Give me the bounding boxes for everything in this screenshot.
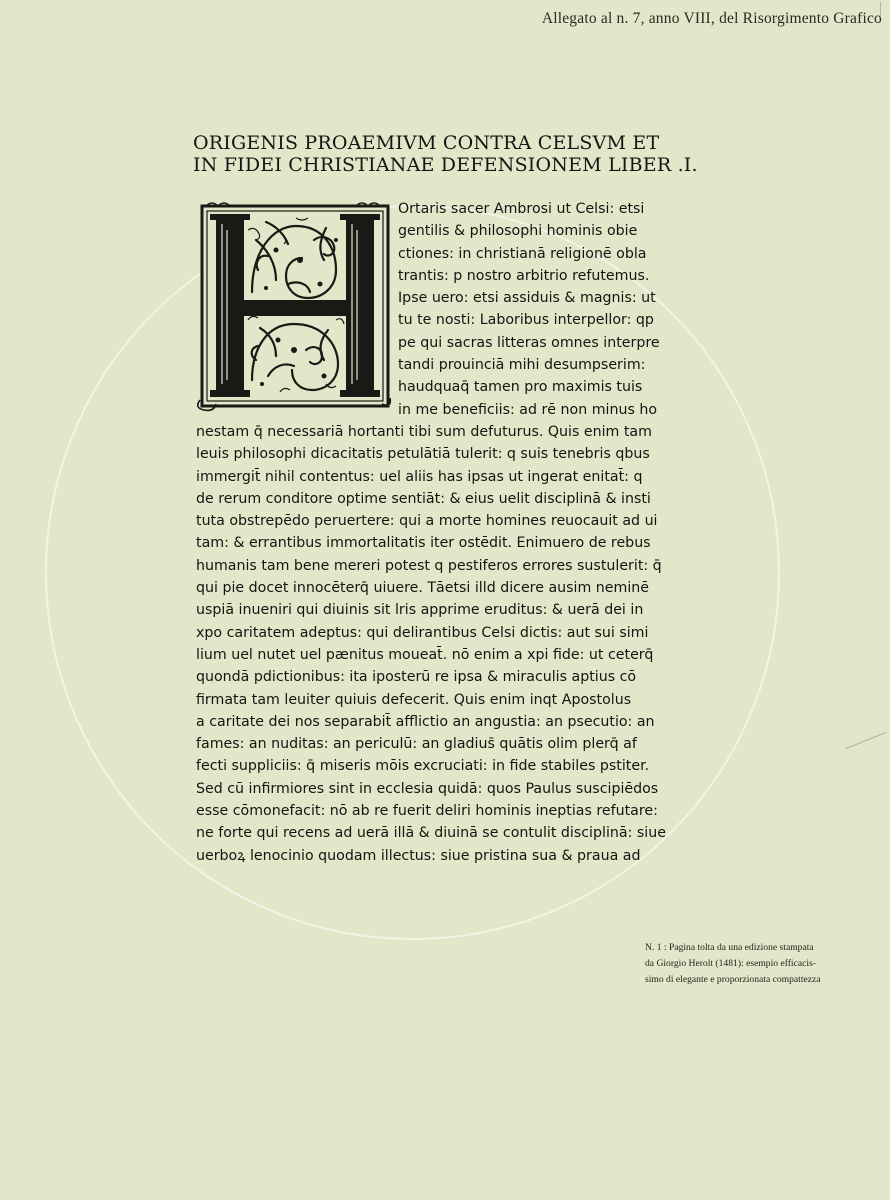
text-line: humanis tam bene mereri potest q pestiferos errores sustulerit: q̄	[196, 557, 662, 574]
text-line: haudquaq̄ tamen pro maximis tuis	[398, 379, 643, 396]
text-line: Sed cū infirmiores sint in ecclesia quidā: quos Paulus suscipiēdos	[196, 780, 659, 797]
text-line: immergit̄ nihil contentus: uel aliis has ipsas ut ingerat enitat̄: q	[196, 468, 643, 485]
text-line: uerboꝝ lenocinio quodam illectus: siue pristina sua & praua ad	[196, 847, 641, 864]
text-line: uspiā inueniri qui diuinis sit lris apprime eruditus: & uerā dei in	[196, 602, 644, 619]
text-line: ctiones: in christianā religionē obla	[398, 245, 647, 262]
caption-line: simo di elegante e proporzionata compattezza	[645, 974, 821, 985]
text-line: tu te nosti: Laboribus interpellor: qp	[398, 312, 654, 329]
text-line: a caritate dei nos separabit̄ afflictio an angustia: an psecutio: an	[196, 713, 655, 730]
title-line: IN FIDEI CHRISTIANAE DEFENSIONEM LIBER .I.	[193, 154, 698, 176]
text-line: esse cōmonefacit: nō ab re fuerit deliri hominis ineptias refutare:	[196, 803, 658, 820]
caption-line: da Giorgio Herolt (1481): esempio efficacis-	[645, 958, 816, 969]
text-line: tam: & errantibus immortalitatis iter ostēdit. Enimuero de rebus	[196, 535, 651, 552]
text-line: firmata tam leuiter quiuis defecerit. Quis enim inqt Apostolus	[196, 691, 632, 708]
text-line: in me beneficiis: ad rē non minus ho	[398, 401, 658, 418]
text-line: qui pie docet innocēterq̄ uiuere. Tāetsi illd dicere ausim neminē	[196, 580, 649, 597]
text-line: pe qui sacras litteras omnes interpre	[398, 334, 660, 351]
caption-line: N. 1 : Pagina tolta da una edizione stampata	[645, 942, 814, 953]
text-line: de rerum conditore optime sentiāt: & eius uelit disciplinā & insti	[196, 490, 651, 507]
text-line: trantis: p nostro arbitrio refutemus.	[398, 267, 650, 284]
text-line: tuta obstrepēdo peruertere: qui a morte homines reuocauit ad ui	[196, 513, 658, 530]
text-line: leuis philosophi dicacitatis petulātiā tulerit: q suis tenebris qbus	[196, 446, 650, 463]
body-text	[196, 198, 686, 867]
text-line: Ipse uero: etsi assiduis & magnis: ut	[398, 290, 656, 307]
title-line: ORIGENIS PROAEMIVM CONTRA CELSVM ET	[193, 132, 660, 154]
text-line: tandi prouinciā mihi desumpserim:	[398, 357, 646, 374]
figure-caption	[645, 940, 855, 988]
page-title	[193, 132, 698, 176]
text-line: xpo caritatem adeptus: qui delirantibus Celsi dictis: aut sui simi	[196, 624, 649, 641]
text-line: lium uel nutet uel pænitus moueat̄. nō enim a xpi fide: ut ceterq̄	[196, 646, 654, 663]
text-line: nestam q̄ necessariā hortanti tibi sum defuturus. Quis enim tam	[196, 423, 652, 440]
text-line: fecti suppliciis: q̄ miseris mōis excruciati: in fide stabiles pstiter.	[196, 758, 650, 775]
text-line: Ortaris sacer Ambrosi ut Celsi: etsi	[398, 201, 645, 217]
text-line: ne forte qui recens ad uerā illā & diuinā se contulit disciplinā: siue	[196, 825, 666, 842]
paper-scratch-mark	[845, 732, 886, 749]
text-line: fames: an nuditas: an periculū: an gladius̄ quātis olim plerq̄ af	[196, 736, 637, 753]
text-line: quondā pdictionibus: ita iposterū re ipsa & miraculis aptius cō	[196, 669, 637, 686]
header-note: Allegato al n. 7, anno VIII, del Risorgimento Grafico	[541, 10, 882, 27]
text-line: gentilis & philosophi hominis obie	[398, 223, 638, 240]
